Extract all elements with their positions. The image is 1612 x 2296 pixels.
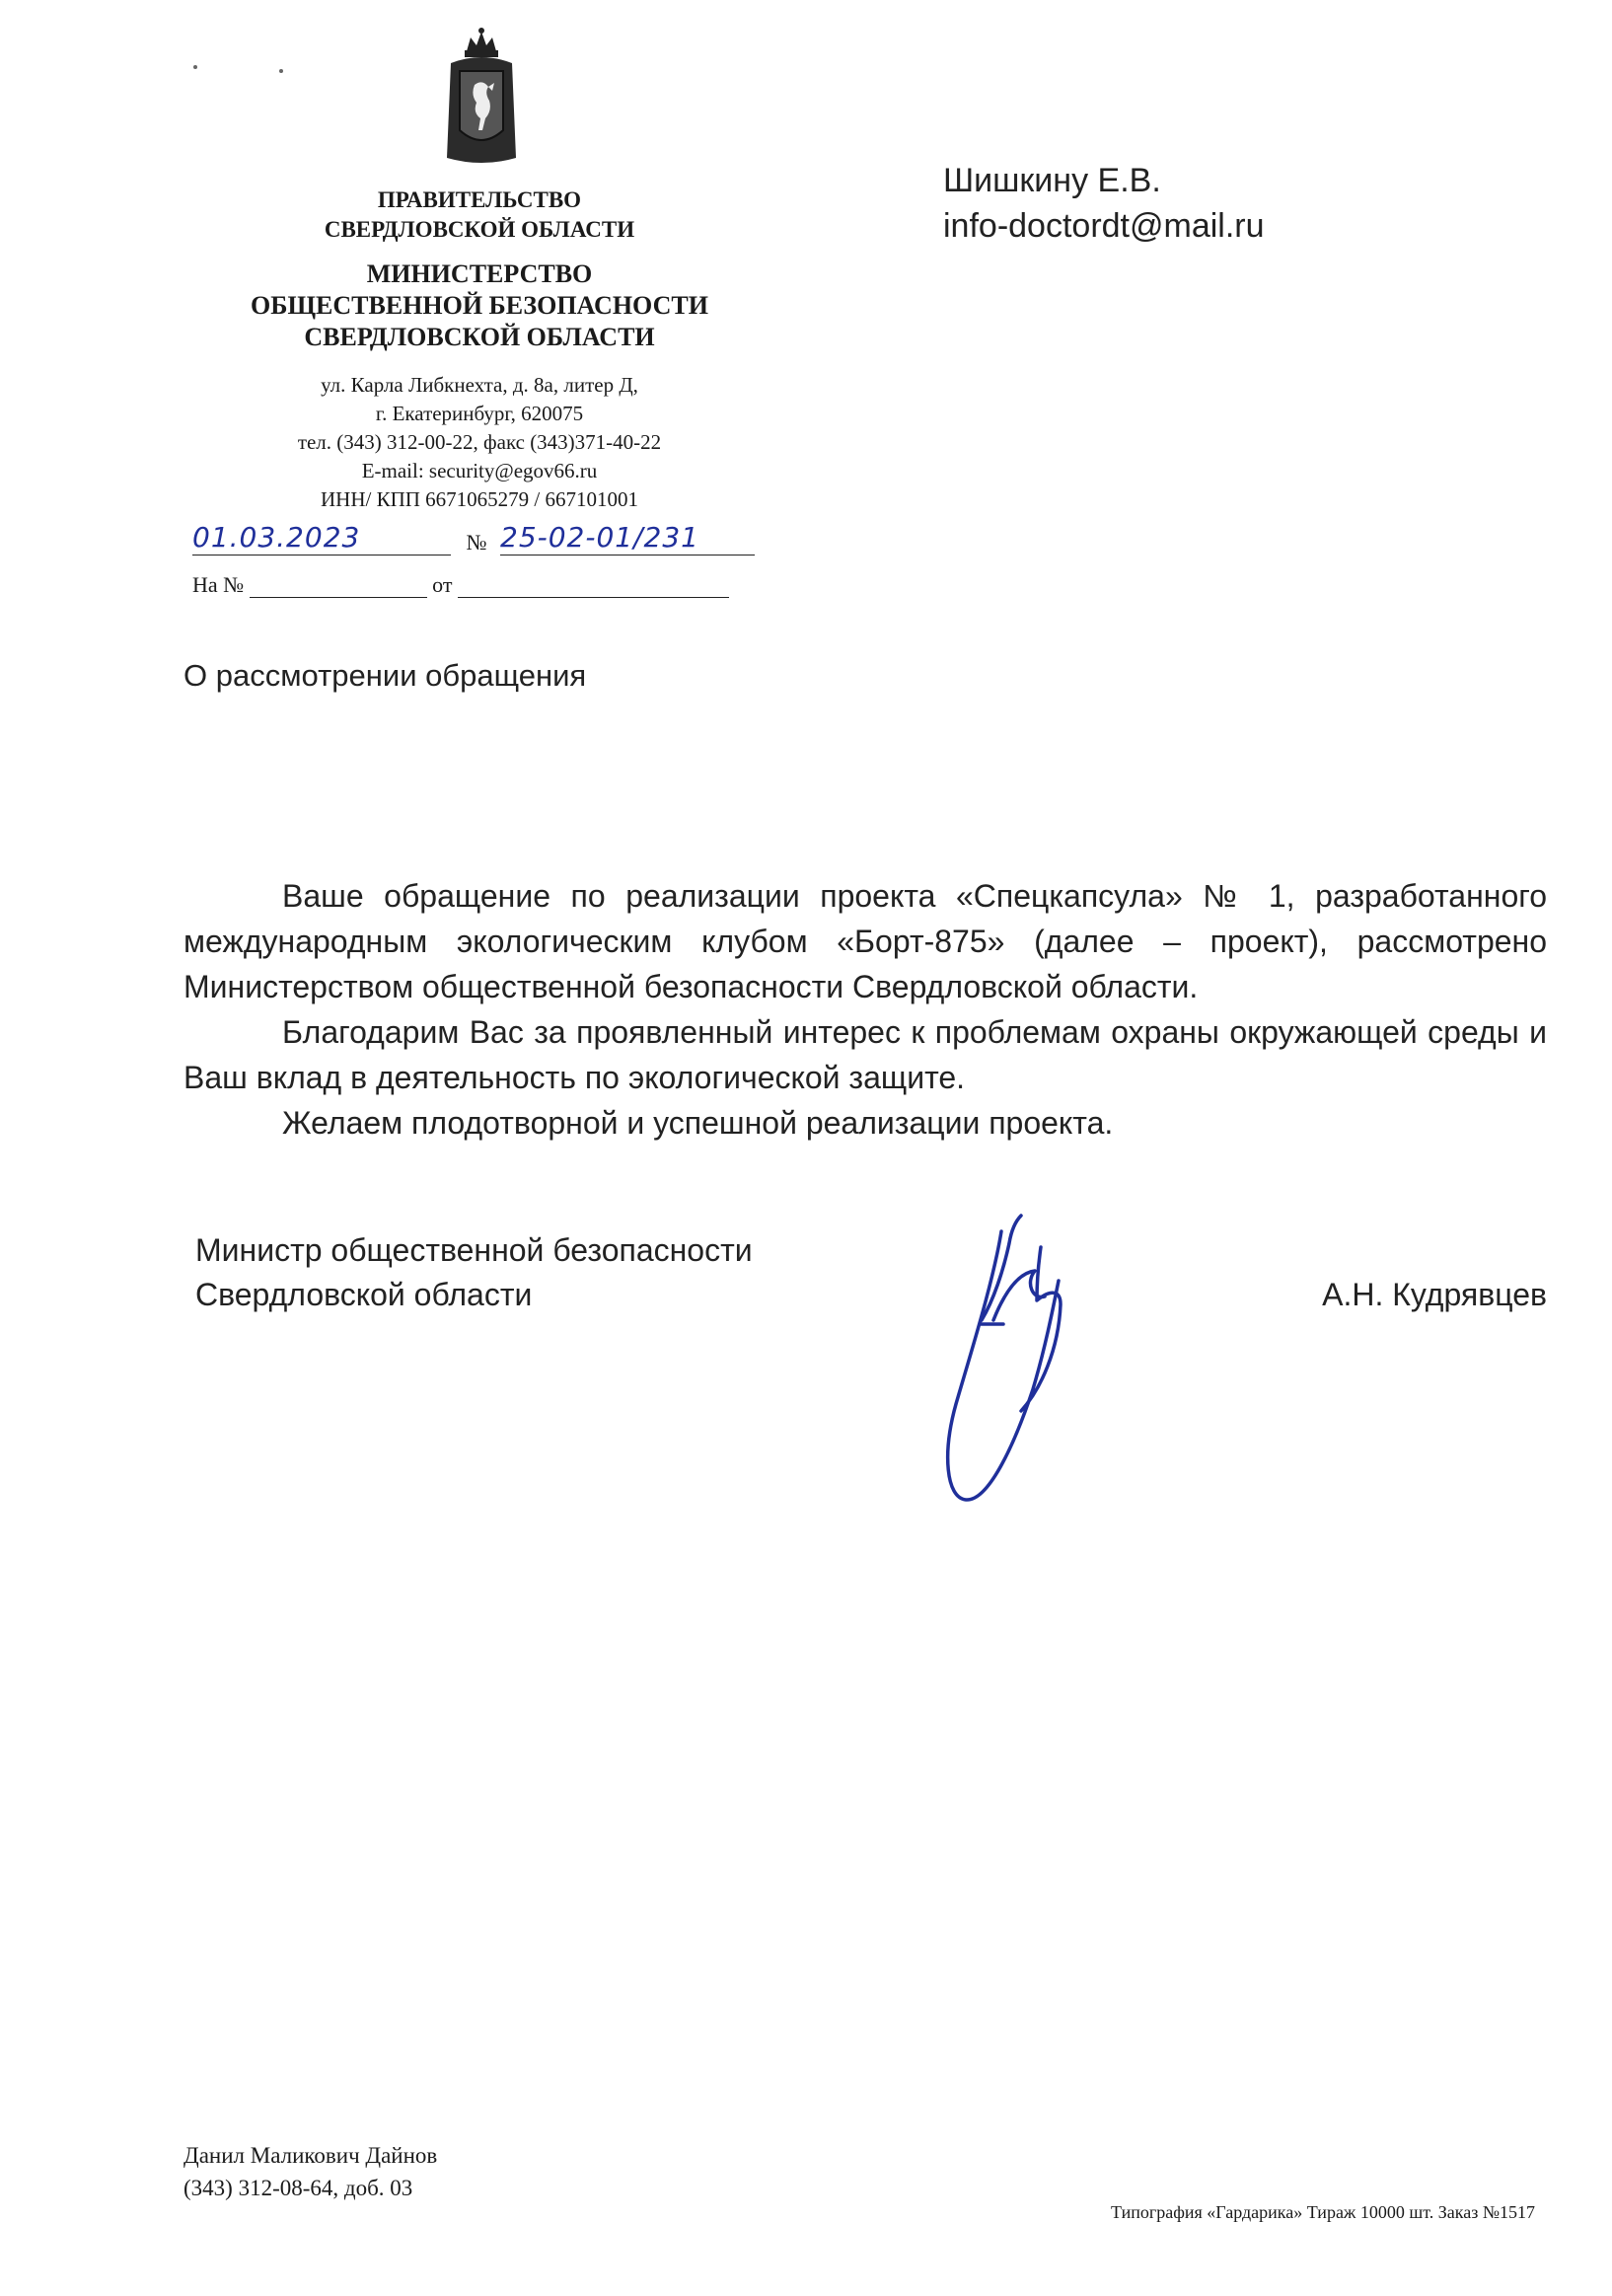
registration-line	[192, 521, 755, 555]
registration-number: 25-02-01/231	[500, 521, 699, 554]
registration-date: 01.03.2023	[192, 521, 361, 554]
address-line: ИНН/ КПП 6671065279 / 667101001	[320, 487, 638, 511]
body-paragraph: Благодарим Вас за проявленный интерес к проблемам охраны окружающей среды и Ваш вклад в деятельность по экологической защите.	[183, 1014, 1547, 1095]
reply-to-label: На №	[192, 572, 245, 597]
registration-number-label: №	[466, 530, 487, 555]
position-line: Министр общественной безопасности	[195, 1232, 753, 1268]
recipient-name: Шишкину Е.В.	[943, 162, 1161, 199]
executor-name: Данил Маликович Дайнов	[183, 2143, 438, 2168]
body-paragraph: Ваше обращение по реализации проекта «Спецкапсула» № 1, разработанного международным экологическим клубом «Борт-875» (далее – проект), рассмотрено Министерством общественной безопасности Свердловской области.	[183, 878, 1547, 1004]
ministry-header	[217, 259, 742, 353]
coat-of-arms-icon	[441, 28, 522, 168]
address-line: тел. (343) 312-00-22, факс (343)371-40-22	[297, 430, 662, 454]
registration-number-field	[500, 521, 755, 555]
address-line: E-mail: security@egov66.ru	[361, 459, 598, 482]
letter-subject: О рассмотрении обращения	[183, 658, 587, 693]
letter-body	[183, 873, 1547, 1146]
executor-phone: (343) 312-08-64, доб. 03	[183, 2176, 413, 2200]
address-line: ул. Карла Либкнехта, д. 8а, литер Д,	[321, 373, 638, 397]
scan-speck	[193, 65, 197, 69]
ministry-line: СВЕРДЛОВСКОЙ ОБЛАСТИ	[304, 323, 655, 351]
reply-to-field	[250, 575, 427, 598]
government-line: СВЕРДЛОВСКОЙ ОБЛАСТИ	[324, 217, 635, 242]
government-header	[217, 185, 742, 245]
executor-block	[183, 2139, 437, 2204]
government-line: ПРАВИТЕЛЬСТВО	[377, 187, 582, 212]
registration-date-field	[192, 521, 451, 555]
from-field	[458, 575, 729, 598]
signatory-position	[195, 1228, 753, 1317]
ministry-address	[217, 371, 742, 514]
address-line: г. Екатеринбург, 620075	[375, 402, 584, 425]
ministry-line: МИНИСТЕРСТВО	[366, 259, 593, 288]
from-label: от	[432, 572, 453, 597]
ministry-line: ОБЩЕСТВЕННОЙ БЕЗОПАСНОСТИ	[251, 291, 708, 320]
signatory-name: А.Н. Кудрявцев	[1322, 1277, 1547, 1312]
position-line: Свердловской области	[195, 1277, 533, 1312]
body-paragraph: Желаем плодотворной и успешной реализации проекта.	[282, 1105, 1114, 1141]
scan-speck	[279, 69, 283, 73]
reply-to-line	[192, 572, 729, 598]
print-info: Типография «Гардарика» Тираж 10000 шт. Заказ №1517	[1111, 2202, 1535, 2222]
recipient-block	[943, 158, 1265, 249]
handwritten-signature	[942, 1202, 1130, 1508]
recipient-email: info-doctordt@mail.ru	[943, 207, 1265, 245]
